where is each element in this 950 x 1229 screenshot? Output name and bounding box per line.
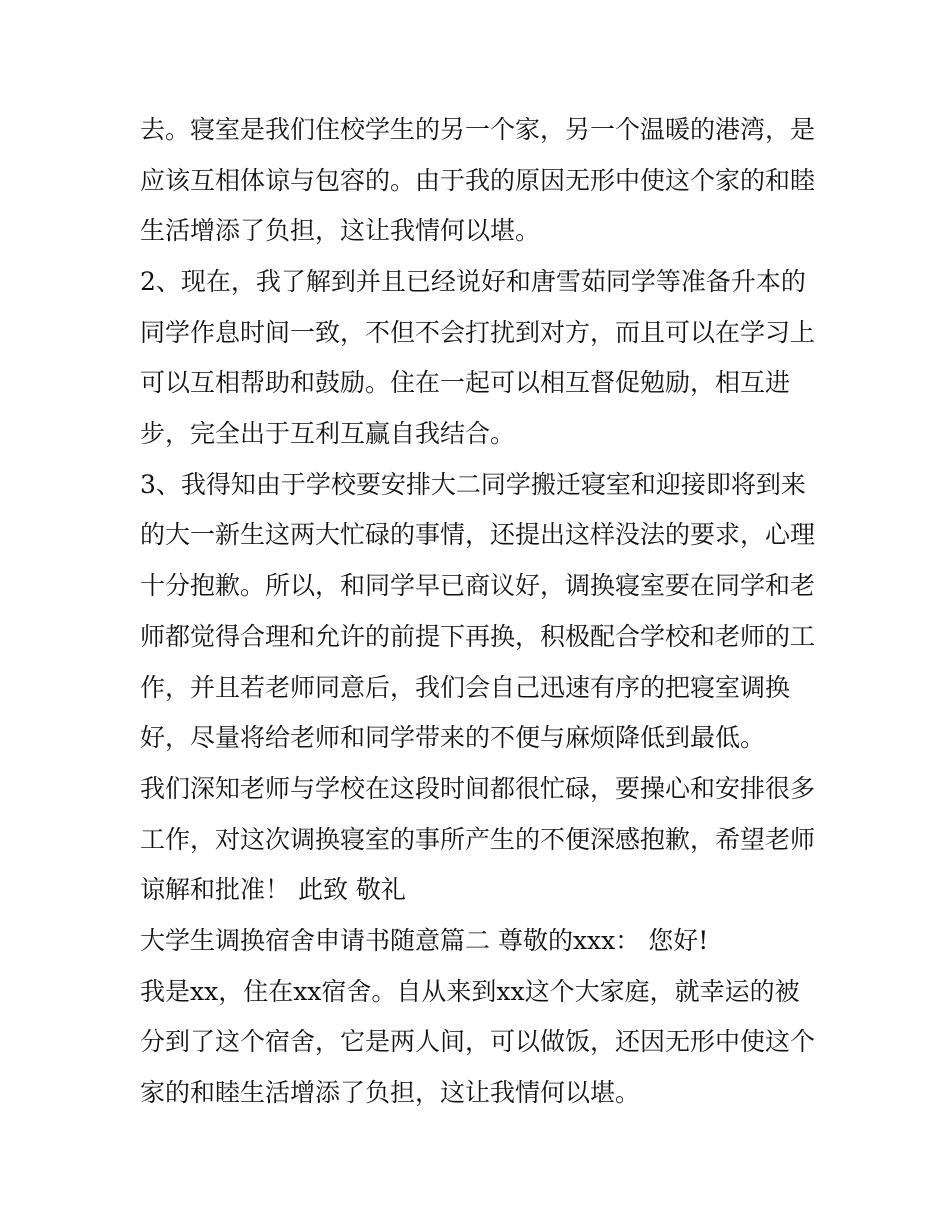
- paragraph-line: 十分抱歉。所以，和同学早已商议好，调换寝室要在同学和老: [140, 571, 816, 600]
- paragraph-line: 作，并且若老师同意后，我们会自己迅速有序的把寝室调换: [140, 673, 791, 702]
- paragraph-line: 应该互相体谅与包容的。由于我的原因无形中使这个家的和睦: [140, 166, 816, 195]
- paragraph-line: 谅解和批准！ 此致 敬礼: [140, 875, 406, 904]
- paragraph-line: 大学生调换宿舍申请书随意篇二 尊敬的xxx： 您好!: [140, 926, 709, 955]
- paragraph-line: 分到了这个宿舍，它是两人间，可以做饭，还因无形中使这个: [140, 1027, 816, 1056]
- paragraph-line: 生活增添了负担，这让我情何以堪。: [140, 216, 541, 245]
- paragraph-line: 的大一新生这两大忙碌的事情，还提出这样没法的要求，心理: [140, 520, 816, 549]
- paragraph-line: 好，尽量将给老师和同学带来的不便与麻烦降低到最低。: [140, 723, 766, 752]
- paragraph-line: 我们深知老师与学校在这段时间都很忙碌，要操心和安排很多: [140, 774, 816, 803]
- paragraph-line: 3、我得知由于学校要安排大二同学搬迁寝室和迎接即将到来: [140, 470, 806, 499]
- paragraph-line: 去。寝室是我们住校学生的另一个家，另一个温暖的港湾，是: [140, 115, 816, 144]
- paragraph-line: 步，完全出于互利互赢自我结合。: [140, 419, 516, 448]
- paragraph-line: 可以互相帮助和鼓励。住在一起可以相互督促勉励，相互进: [140, 368, 791, 397]
- paragraph-line: 家的和睦生活增添了负担，这让我情何以堪。: [140, 1078, 641, 1107]
- paragraph-line: 同学作息时间一致，不但不会打扰到对方，而且可以在学习上: [140, 318, 816, 347]
- paragraph-line: 师都觉得合理和允许的前提下再换，积极配合学校和老师的工: [140, 622, 816, 651]
- paragraph-line: 2、现在，我了解到并且已经说好和唐雪茹同学等准备升本的: [140, 267, 806, 296]
- paragraph-line: 我是xx，住在xx宿舍。自从来到xx这个大家庭，就幸运的被: [140, 977, 800, 1006]
- paragraph-line: 工作，对这次调换寝室的事所产生的不便深感抱歉，希望老师: [140, 825, 816, 854]
